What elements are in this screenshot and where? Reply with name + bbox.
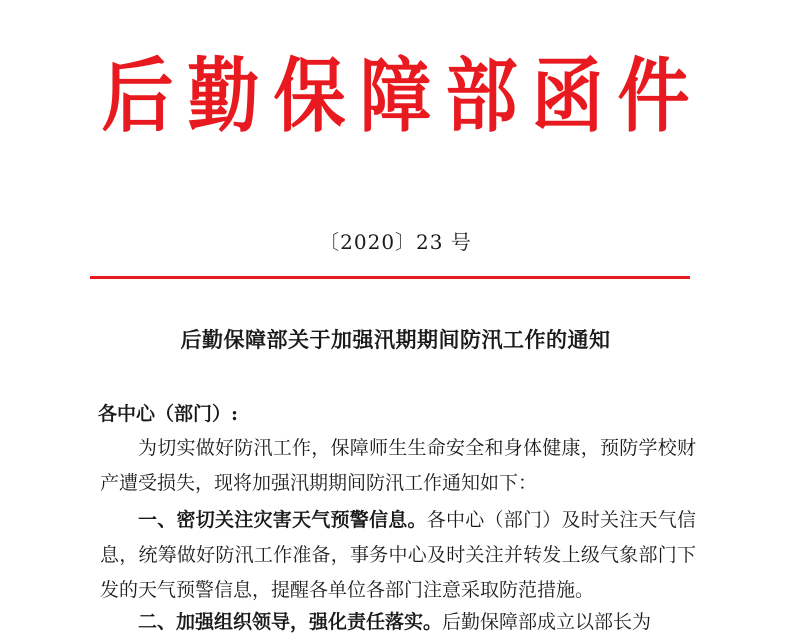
paragraph-heading: 二、加强组织领导，强化责任落实。 [138,611,443,633]
salutation: 各中心（部门）: [98,403,239,425]
paragraph-heading: 一、密切关注灾害天气预警信息。 [138,509,427,531]
body-paragraph-item-2 [100,605,696,640]
paragraph-text: 后勤保障部成立以部长为 [442,611,652,633]
paragraph-text: 为切实做好防汛工作，保障师生生命安全和身体健康，预防学校财产遭受损失，现将加强汛期期间防汛工作通知如下： [100,437,696,494]
letterhead-title: 后勤保障部函件 [101,48,704,144]
body-paragraph-item-1 [100,503,696,608]
notice-title: 后勤保障部关于加强汛期期间防汛工作的通知 [180,328,611,352]
body-paragraph-intro [100,431,696,501]
paragraph-text: 各中心（部门）及时关注天气信息，统筹做好防汛工作准备，事务中心及时关注并转发上级气象部门下发的天气预警信息，提醒各单位各部门注意采取防范措施。 [100,509,696,601]
document-number: 〔2020〕23 号 [319,230,472,254]
red-divider-line [90,276,690,279]
